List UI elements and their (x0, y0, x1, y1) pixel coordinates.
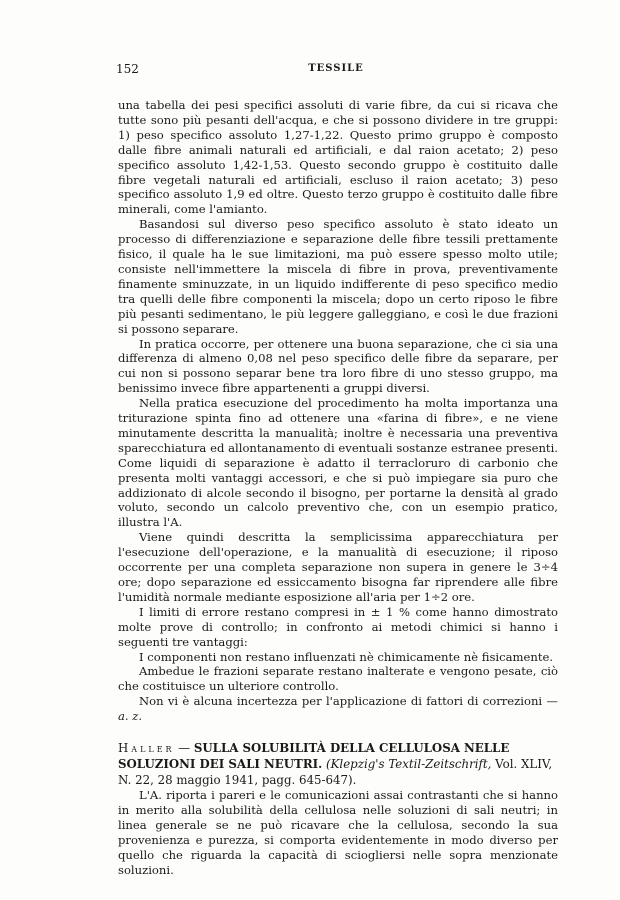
paragraph: Ambedue le frazioni separate restano inalterate e vengono pesate, ciò che costituisce un ulteriore controllo. (118, 664, 558, 694)
entry-title: SULLA SOLUBILITÀ DELLA CELLULOSA NELLE SOLUZIONI DEI SALI NEUTRI. (118, 741, 510, 772)
paragraph: una tabella dei pesi specifici assoluti di varie fibre, da cui si ricava che tutte sono più pesanti dell'acqua, e che si possono dividere in tre gruppi: 1) peso specifico assoluto 1,27-1,22. Questo primo gruppo è composto dalle fibre animali naturali ed artificiali, e dal raion acetato; 2) peso specifico assoluto 1,42-1,53. Questo secondo gruppo è costituito dalle fibre vegetali naturali ed artificiali, escluso il raion acetato; 3) peso specifico assoluto 1,9 ed oltre. Questo terzo gruppo è costituito dalle fibre minerali, come l'amianto. (118, 98, 558, 217)
entry-journal: (Klepzig's Textil-Zeitschrift, (326, 757, 492, 772)
entry-author: Haller (118, 741, 175, 756)
paragraph: Basandosi sul diverso peso specifico assoluto è stato ideato un processo di differenziazione e separazione delle fibre tessili prettamente fisico, il quale ha le sue limitazioni, ma può essere spesso molto utile; consiste nell'immettere la miscela di fibre in prova, preventivamente finamente sminuzzate, in un liquido indifferente di peso specifico medio tra quelli delle fibre componenti la miscela; dopo un certo riposo le fibre più pesanti sedimentano, le più leggere galleggiano, e così le due frazioni si possono separare. (118, 217, 558, 336)
paragraph: Nella pratica esecuzione del procedimento ha molta importanza una triturazione spinta fino ad ottenere una «farina di fibre», e ne viene minutamente descritta la manualità; inoltre è necessaria una preventiva sparecchiatura ed allontanamento di eventuali sostanze estranee presenti. Come liquidi di separazione è adatto il terracloruro di carbonio che presenta molti vantaggi accessori, e che si può impiegare sia puro che addizionato di alcole secondo il bisogno, per portarne la densità al grado voluto, secondo un calcolo preventivo che, con un esempio pratico, illustra l'A. (118, 396, 558, 530)
running-title: TESSILE (308, 63, 364, 74)
paragraph: In pratica occorre, per ottenere una buona separazione, che ci sia una differenza di almeno 0,08 nel peso specifico delle fibre da separare, per cui non si possono separar bene tra loro fibre di uno stesso gruppo, ma benissimo invece fibre appartenenti a gruppi diversi. (118, 336, 558, 396)
closing-paragraph (118, 694, 558, 724)
entry-volume: Vol. XLIV, N. 22, (118, 757, 553, 788)
paragraph: I limiti di errore restano compresi in ± 1 % come hanno dimostrato molte prove di controllo; in confronto ai metodi chimici si hanno i seguenti tre vantaggi: (118, 604, 558, 649)
abstract-paragraph: L'A. riporta i pareri e le comunicazioni assai contrastanti che si hanno in merito alla solubilità della cellulosa nelle soluzioni di sali neutri; in linea generale se ne può ricavare che la cellulosa, secondo la sua provenienza e purezza, si comporta evidentemente in modo diverso per quello che riguarda la capacità di sciogliersi nelle sopra menzionate soluzioni. (118, 788, 558, 877)
page-header (116, 62, 556, 78)
article-body (118, 98, 558, 878)
entry-dash: — (174, 741, 194, 756)
closing-text: Non vi è alcuna incertezza per l'applicazione di fattori di correzioni — (139, 694, 558, 709)
reviewer-signature: a. z. (118, 709, 143, 724)
page-number: 152 (116, 62, 139, 76)
paragraph: I componenti non restano influenzati nè chimicamente nè fisicamente. (139, 649, 554, 664)
bibliographic-entry (118, 740, 558, 788)
entry-date: 28 maggio 1941, pagg. 645-647). (157, 773, 357, 788)
paragraph: Viene quindi descritta la semplicissima apparecchiatura per l'esecuzione dell'operazione, e la manualità di esecuzione; il riposo occorrente per una completa separazione non supera in genere le 3÷4 ore; dopo separazione ed essiccamento bisogna far riprendere alle fibre l'umidità normale mediante esposizione all'aria per 1÷2 ore. (118, 530, 558, 604)
